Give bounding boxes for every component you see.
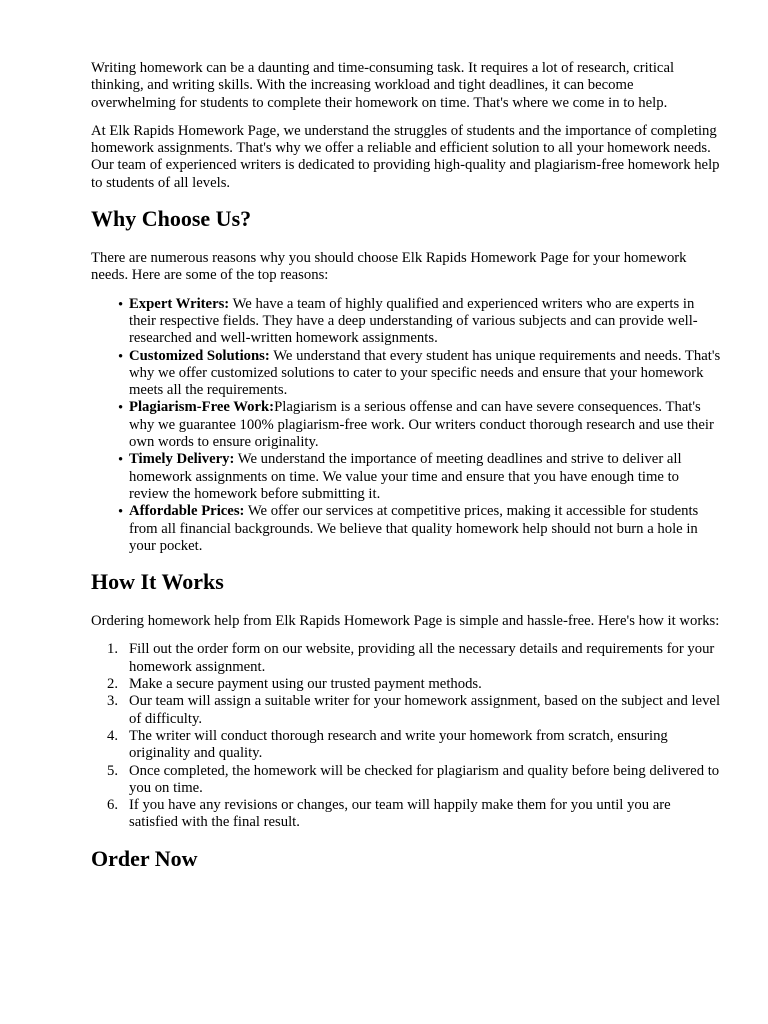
intro-paragraph-1: Writing homework can be a daunting and time-consuming task. It requires a lot of research, critical thinking, and writing skills. With the increasing workload and tight deadlines, it can become overwhelming for students to complete their homework on time. That's where we come in to help. [91, 60, 675, 111]
step-number: 3. [107, 693, 119, 710]
step-text: Make a secure payment using our trusted payment methods. [129, 676, 482, 693]
reason-title: Timely Delivery: [129, 451, 235, 468]
reason-text: We have a team of highly qualified and experienced writers who are experts in their respective fields. They have a deep understanding of various subjects and can provide well-researched and well-written homework assignments. [129, 295, 698, 347]
reason-text: We understand that every student has unique requirements and needs. That's why we offer customized solutions to cater to your specific needs and ensure that your homework meets all the requirements. [129, 347, 721, 399]
step-number: 2. [107, 676, 119, 693]
reason-text: We understand the importance of meeting deadlines and strive to deliver all homework assignments on time. We value your time and ensure that you have enough time to review the homework before submitting it. [129, 451, 682, 502]
order-now-heading: Order Now [91, 845, 198, 871]
reason-title: Expert Writers: [129, 295, 230, 312]
list-item [107, 641, 721, 676]
step-number: 4. [107, 727, 119, 744]
reason-title: Affordable Prices: [129, 503, 245, 520]
step-text: The writer will conduct thorough research and write your homework from scratch, ensuring originality and quality. [129, 727, 668, 762]
step-number: 1. [107, 641, 119, 658]
step-text: Once completed, the homework will be checked for plagiarism and quality before being delivered to you on time. [129, 762, 720, 796]
list-item [118, 347, 721, 400]
step-text: Fill out the order form on our website, providing all the necessary details and requirements for your homework assignment. [129, 641, 715, 675]
how-it-works-intro: Ordering homework help from Elk Rapids Homework Page is simple and hassle-free. Here's how it works: [91, 613, 720, 630]
list-item [107, 693, 721, 728]
how-it-works-heading: How It Works [91, 569, 224, 595]
bullet-icon: • [118, 296, 124, 313]
bullet-icon: • [118, 452, 124, 469]
list-item [118, 295, 721, 348]
step-text: Our team will assign a suitable writer for your homework assignment, based on the subject and level of difficulty. [129, 693, 721, 727]
why-choose-intro: There are numerous reasons why you should choose Elk Rapids Homework Page for your homework needs. Here are some of the top reasons: [91, 250, 687, 284]
reason-text: Plagiarism is a serious offense and can have severe consequences. That's why we guarantee 100% plagiarism-free work. Our writers conduct thorough research and use their own words to ensure originality. [129, 399, 714, 451]
reason-text: We offer our services at competitive prices, making it accessible for students from all financial backgrounds. We believe that quality homework help should not burn a hole in your pocket. [129, 503, 699, 554]
document-page [91, 60, 721, 890]
step-number: 5. [107, 762, 119, 779]
list-item [107, 797, 721, 832]
reasons-list [91, 296, 721, 555]
intro-paragraph-2: At Elk Rapids Homework Page, we understand the struggles of students and the importance of completing homework assignments. That's why we offer a reliable and efficient solution to all your homework needs. Our team of experienced writers is dedicated to providing high-quality and plagiarism-free homework help to students of all levels. [91, 122, 720, 191]
list-item [118, 451, 721, 503]
step-text: If you have any revisions or changes, our team will happily make them for you until you are satisfied with the final result. [129, 797, 671, 831]
list-item [107, 727, 721, 763]
why-choose-heading: Why Choose Us? [91, 206, 252, 232]
bullet-icon: • [118, 348, 124, 365]
list-item [118, 503, 721, 555]
reason-title: Customized Solutions: [129, 347, 270, 364]
bullet-icon: • [118, 400, 124, 417]
list-item [107, 762, 721, 798]
reason-title: Plagiarism-Free Work: [129, 399, 275, 416]
steps-list [91, 641, 721, 831]
step-number: 6. [107, 797, 119, 814]
bullet-icon: • [118, 504, 124, 521]
list-item [118, 399, 721, 451]
list-item [107, 676, 721, 693]
